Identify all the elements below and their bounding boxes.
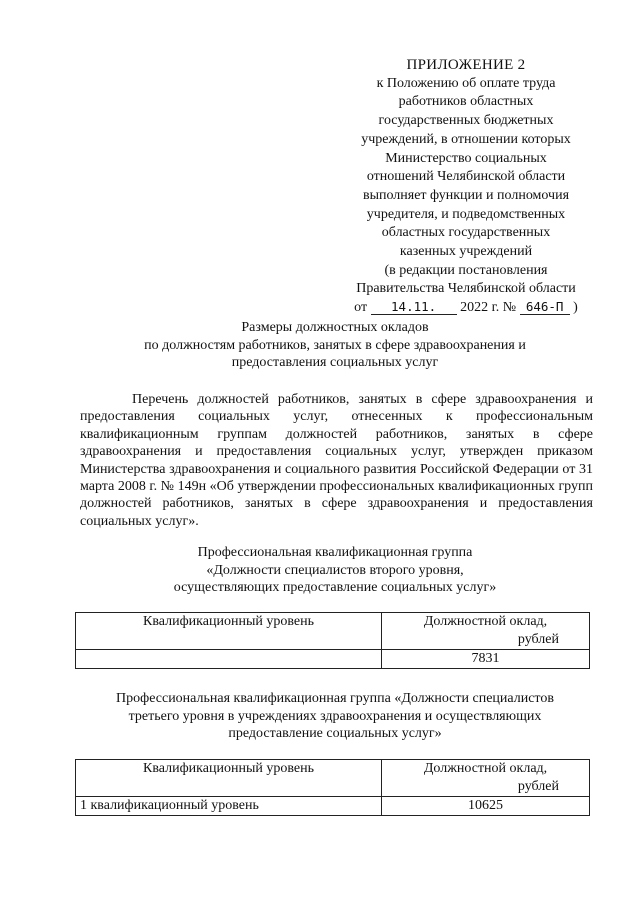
annex-line: работников областных [398,94,534,110]
qualification-group-heading [80,690,590,743]
annex-line: к Положению об оплате труда [376,75,556,91]
annex-line: отношений Челябинской области [366,169,566,185]
resolution-date: 14.11. [371,300,457,315]
table-header-cell [382,760,590,797]
header-line: Должностной оклад, [423,761,548,776]
date-prefix: от [354,300,368,316]
group-line: Профессиональная квалификационная группа «Должности специалистов [116,691,554,706]
close-paren: ) [573,300,578,316]
annex-line: учредителя, и подведомственных [366,206,566,222]
annex-line: Правительства Челябинской области [356,281,576,297]
table-cell-level: 1 квалификационный уровень [76,797,382,816]
resolution-number: 646-П [520,300,570,315]
salary-table [75,612,590,669]
group-line: «Должности специалистов второго уровня, [206,562,464,578]
annex-line: выполняет функции и полномочия [362,187,570,203]
title-line: предоставления социальных услуг [231,355,439,370]
table-cell-level [76,650,382,669]
table-header-row [76,613,590,650]
year-text: 2022 г. № [460,300,517,316]
title-line: Размеры должностных окладов [241,320,429,335]
annex-line: казенных учреждений [399,244,533,260]
header-line: рублей [517,632,559,647]
annex-line: (в редакции постановления [384,262,548,278]
annex-line: государственных бюджетных [378,113,554,129]
header-line: рублей [517,779,559,794]
annex-heading: ПРИЛОЖЕНИЕ 2 [406,57,526,73]
qualification-group-heading [80,544,590,597]
table-header-cell [382,613,590,650]
table-header-cell: Квалификационный уровень [76,760,382,797]
table-row [76,797,590,816]
salary-table [75,759,590,816]
title-line: по должностям работников, занятых в сфере здравоохранения и [144,337,526,353]
document-title [80,319,590,372]
group-line: осуществляющих предоставление социальных услуг» [173,580,497,595]
annex-line: Министерство социальных [385,150,547,166]
table-row [76,650,590,669]
annex-line: областных государственных [381,225,551,241]
group-line: предоставление социальных услуг» [228,726,442,741]
resolution-date-line [330,299,602,318]
header-line: Должностной оклад, [423,614,548,629]
group-line: третьего уровня в учреждениях здравоохранения и осуществляющих [128,708,542,724]
table-cell-salary: 10625 [382,797,590,816]
table-header-row [76,760,590,797]
table-cell-salary: 7831 [382,650,590,669]
group-line: Профессиональная квалификационная группа [197,545,473,560]
annex-line: учреждений, в отношении которых [361,131,571,147]
intro-paragraph: Перечень должностей работников, занятых в сфере здравоохранения и предоставления социальных услуг, отнесенных к профессиональным квалификационным группам должностей работников, занятых в сфере здравоохранения и предоставления социальных услуг, утвержден приказом Министерства здравоохранения и социального развития Российской Федерации от 31 марта 2008 г. № 149н «Об утверждении профессиональных квалификационных групп должностей работников, занятых в сфере здравоохранения и предоставления социальных услуг». [80,392,593,529]
table-header-cell: Квалификационный уровень [76,613,382,650]
annex-block [330,56,602,318]
